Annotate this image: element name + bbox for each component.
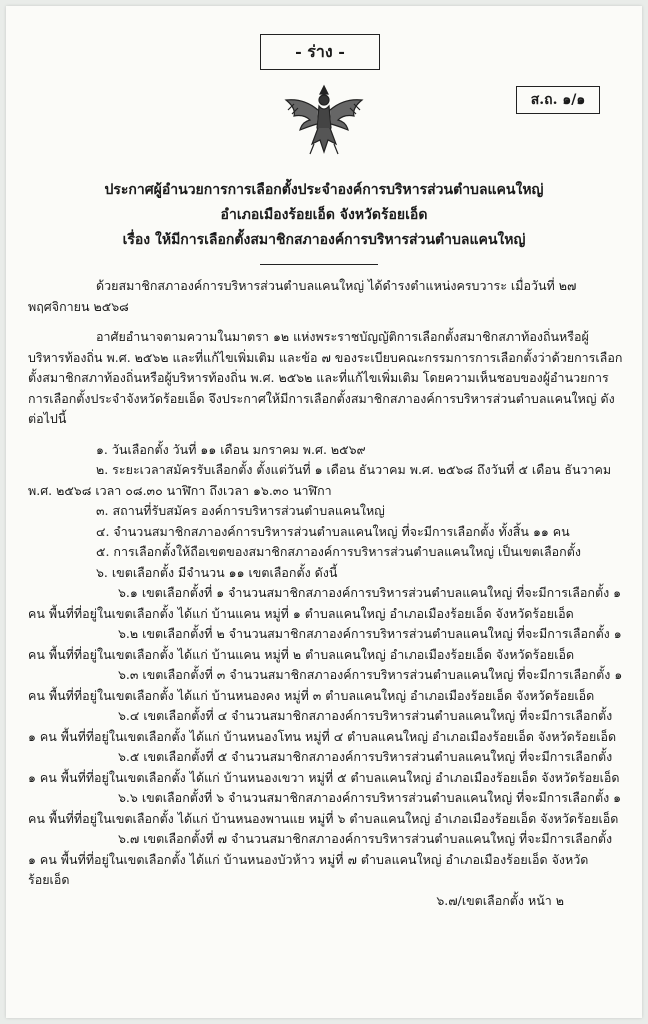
heading-line-2: อำเภอเมืองร้อยเอ็ด จังหวัดร้อยเอ็ด	[220, 207, 428, 223]
district-6-6: ๖.๖ เขตเลือกตั้งที่ ๖ จำนวนสมาชิกสภาองค์การบริหารส่วนตำบลแคนใหญ่ ที่จะมีการเลือกตั้ง ๑ คน พื้นที่ที่อยู่ในเขตเลือกตั้ง ได้แก่ บ้านหนองพานแย หมู่ที่ ๖ ตำบลแคนใหญ่ อำเภอเมืองร้อยเอ็ด จังหวัดร้อยเอ็ด	[28, 790, 622, 826]
district-6-4: ๖.๔ เขตเลือกตั้งที่ ๔ จำนวนสมาชิกสภาองค์การบริหารส่วนตำบลแคนใหญ่ ที่จะมีการเลือกตั้ง ๑ คน พื้นที่ที่อยู่ในเขตเลือกตั้ง ได้แก่ บ้านหนองโทน หมู่ที่ ๔ ตำบลแคนใหญ่ อำเภอเมืองร้อยเอ็ด จังหวัดร้อยเอ็ด	[28, 708, 617, 744]
heading-line-1: ประกาศผู้อำนวยการการเลือกตั้งประจำองค์การบริหารส่วนตำบลแคนใหญ่	[104, 182, 544, 198]
paragraph-1: ด้วยสมาชิกสภาองค์การบริหารส่วนตำบลแคนใหญ่ ได้ดำรงตำแหน่งครบวาระ เมื่อวันที่ ๒๗ พฤศจิกายน ๒๕๖๘	[28, 278, 577, 314]
item-4: ๔. จำนวนสมาชิกสภาองค์การบริหารส่วนตำบลแคนใหญ่ ที่จะมีการเลือกตั้ง ทั้งสิ้น ๑๑ คน	[96, 523, 570, 539]
item-3: ๓. สถานที่รับสมัคร องค์การบริหารส่วนตำบลแคนใหญ่	[96, 503, 385, 518]
continuation-note: ๖.๗/เขตเลือกตั้ง หน้า ๒	[436, 892, 564, 908]
heading-line-3: เรื่อง ให้มีการเลือกตั้งสมาชิกสภาองค์การบริหารส่วนตำบลแคนใหญ่	[122, 232, 526, 248]
form-code: ส.ถ. ๑/๑	[516, 86, 600, 114]
announcement-heading	[26, 178, 622, 253]
garuda-emblem-icon	[274, 82, 374, 162]
announcement-body	[28, 276, 624, 911]
paragraph-2: อาศัยอำนาจตามความในมาตรา ๑๒ แห่งพระราชบัญญัติการเลือกตั้งสมาชิกสภาท้องถิ่นหรือผู้บริหารท้องถิ่น พ.ศ. ๒๕๖๒ และที่แก้ไขเพิ่มเติม และข้อ ๗ ของระเบียบคณะกรรมการการเลือกตั้งว่าด้วยการเลือกตั้งสมาชิกสภาท้องถิ่นหรือผู้บริหารท้องถิ่น พ.ศ. ๒๕๖๒ และที่แก้ไขเพิ่มเติม โดยความเห็นชอบของผู้อำนวยการการเลือกตั้งประจำจังหวัดร้อยเอ็ด จึงประกาศให้มีการเลือกตั้งสมาชิกสภาองค์การบริหารส่วนตำบลแคนใหญ่ ดังต่อไปนี้	[28, 329, 623, 426]
district-6-5: ๖.๕ เขตเลือกตั้งที่ ๕ จำนวนสมาชิกสภาองค์การบริหารส่วนตำบลแคนใหญ่ ที่จะมีการเลือกตั้ง ๑ คน พื้นที่ที่อยู่ในเขตเลือกตั้ง ได้แก่ บ้านหนองเขวา หมู่ที่ ๕ ตำบลแคนใหญ่ อำเภอเมืองร้อยเอ็ด จังหวัดร้อยเอ็ด	[28, 749, 620, 785]
district-6-3: ๖.๓ เขตเลือกตั้งที่ ๓ จำนวนสมาชิกสภาองค์การบริหารส่วนตำบลแคนใหญ่ ที่จะมีการเลือกตั้ง ๑ คน พื้นที่ที่อยู่ในเขตเลือกตั้ง ได้แก่ บ้านหนองคง หมู่ที่ ๓ ตำบลแคนใหญ่ อำเภอเมืองร้อยเอ็ด จังหวัดร้อยเอ็ด	[28, 667, 623, 703]
district-6-7: ๖.๗ เขตเลือกตั้งที่ ๗ จำนวนสมาชิกสภาองค์การบริหารส่วนตำบลแคนใหญ่ ที่จะมีการเลือกตั้ง ๑ คน พื้นที่ที่อยู่ในเขตเลือกตั้ง ได้แก่ บ้านหนองบัวห้าว หมู่ที่ ๗ ตำบลแคนใหญ่ อำเภอเมืองร้อยเอ็ด จังหวัดร้อยเอ็ด	[28, 831, 613, 887]
item-2: ๒. ระยะเวลาสมัครรับเลือกตั้ง ตั้งแต่วันที่ ๑ เดือน ธันวาคม พ.ศ. ๒๕๖๘ ถึงวันที่ ๕ เดือน ธันวาคม พ.ศ. ๒๕๖๘ เวลา ๐๘.๓๐ นาฬิกา ถึงเวลา ๑๖.๓๐ นาฬิกา	[28, 462, 612, 498]
draft-label: - ร่าง -	[260, 34, 380, 70]
document-page	[6, 6, 642, 1018]
item-1: ๑. วันเลือกตั้ง วันที่ ๑๑ เดือน มกราคม พ.ศ. ๒๕๖๙	[96, 441, 366, 457]
district-6-1: ๖.๑ เขตเลือกตั้งที่ ๑ จำนวนสมาชิกสภาองค์การบริหารส่วนตำบลแคนใหญ่ ที่จะมีการเลือกตั้ง ๑ คน พื้นที่ที่อยู่ในเขตเลือกตั้ง ได้แก่ บ้านแคน หมู่ที่ ๑ ตำบลแคนใหญ่ อำเภอเมืองร้อยเอ็ด จังหวัดร้อยเอ็ด	[28, 585, 622, 621]
heading-divider	[260, 264, 378, 265]
item-5: ๕. การเลือกตั้งให้ถือเขตของสมาชิกสภาองค์การบริหารส่วนตำบลแคนใหญ่ เป็นเขตเลือกตั้ง	[96, 544, 581, 559]
district-6-2: ๖.๒ เขตเลือกตั้งที่ ๒ จำนวนสมาชิกสภาองค์การบริหารส่วนตำบลแคนใหญ่ ที่จะมีการเลือกตั้ง ๑ คน พื้นที่ที่อยู่ในเขตเลือกตั้ง ได้แก่ บ้านแคน หมู่ที่ ๒ ตำบลแคนใหญ่ อำเภอเมืองร้อยเอ็ด จังหวัดร้อยเอ็ด	[28, 626, 622, 662]
item-6: ๖. เขตเลือกตั้ง มีจำนวน ๑๑ เขตเลือกตั้ง ดังนี้	[96, 564, 338, 580]
